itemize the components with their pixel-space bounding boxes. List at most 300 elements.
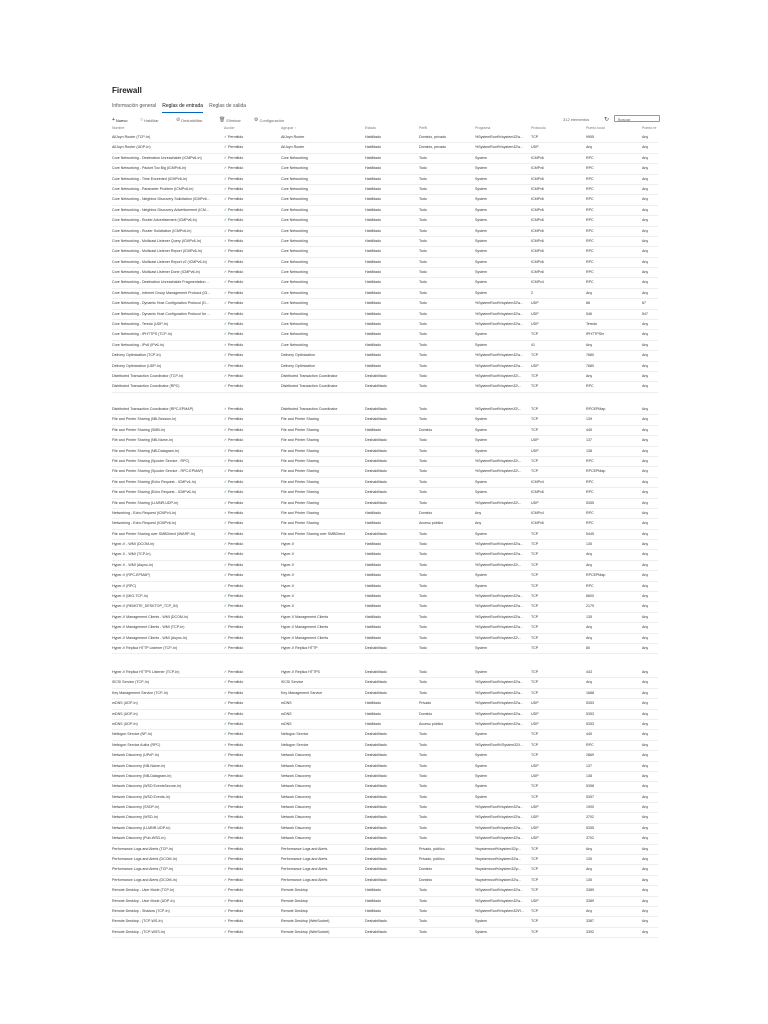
table-row[interactable] bbox=[112, 824, 658, 834]
rule-profile: Todo bbox=[419, 322, 427, 327]
table-row[interactable] bbox=[112, 592, 658, 602]
table-row[interactable] bbox=[112, 341, 658, 351]
settings-button[interactable]: ⚙ Configuración bbox=[254, 117, 285, 123]
rule-action bbox=[224, 602, 279, 611]
table-row[interactable] bbox=[112, 258, 658, 268]
table-row[interactable] bbox=[112, 550, 658, 560]
rule-action-label: Permitido bbox=[228, 846, 244, 851]
rule-name: Core Networking - Multicast Listener Report v2 (ICMPv6-In) bbox=[112, 259, 207, 264]
rule-state: Deshabilitado bbox=[365, 490, 387, 495]
rule-name: File and Printer Sharing (LLMNR-UDP-In) bbox=[112, 500, 179, 505]
table-row[interactable] bbox=[112, 741, 658, 751]
table-row[interactable] bbox=[112, 405, 658, 415]
rule-state: Habilitado bbox=[365, 583, 381, 588]
rule-action-label: Permitido bbox=[228, 145, 244, 150]
table-row[interactable] bbox=[112, 247, 658, 257]
table-row[interactable] bbox=[112, 917, 658, 927]
rule-protocol: ICMPv6 bbox=[531, 249, 544, 254]
rule-remote-port: Any bbox=[642, 867, 649, 872]
checkmark-icon: ✓ bbox=[224, 238, 229, 243]
column-header-state[interactable]: Estado bbox=[365, 126, 376, 130]
rule-group: Performance Logs and Alerts bbox=[281, 846, 328, 851]
table-row[interactable] bbox=[112, 330, 658, 340]
rule-local-port: RPC bbox=[586, 521, 594, 526]
rule-name: Core Networking - Multicast Listener Query (ICMPv6-In) bbox=[112, 238, 202, 243]
rule-name: AllJoyn Router (UDP-In) bbox=[112, 145, 151, 150]
rule-remote-port: Any bbox=[642, 805, 649, 810]
rule-protocol: 41 bbox=[531, 342, 535, 347]
rule-program: System bbox=[475, 919, 487, 924]
table-row[interactable] bbox=[112, 478, 658, 488]
rule-remote-port: Any bbox=[642, 479, 649, 484]
checkmark-icon: ✓ bbox=[224, 721, 229, 726]
table-row[interactable] bbox=[112, 268, 658, 278]
rule-remote-port: Any bbox=[642, 552, 649, 557]
rule-action-label: Permitido bbox=[228, 342, 244, 347]
rule-profile: Todo bbox=[419, 417, 427, 422]
table-row[interactable] bbox=[112, 299, 658, 309]
rule-profile: Todo bbox=[419, 635, 427, 640]
rule-program: System bbox=[475, 427, 487, 432]
table-row[interactable] bbox=[112, 351, 658, 361]
rule-remote-port: Any bbox=[642, 753, 649, 758]
rule-group: Core Networking bbox=[281, 249, 308, 254]
column-header-group[interactable]: Agrupar ↑ bbox=[281, 126, 297, 130]
rule-program: Any bbox=[475, 510, 482, 515]
rule-action bbox=[224, 436, 279, 445]
rule-group: Network Discovery bbox=[281, 763, 311, 768]
table-row[interactable] bbox=[112, 457, 658, 467]
rule-action-label: Permitido bbox=[228, 135, 244, 139]
rule-action-label: Permitido bbox=[228, 857, 244, 862]
rule-state: Habilitado bbox=[365, 552, 381, 557]
rule-name: Core Networking - Neighbor Discovery Advertisement (ICM... bbox=[112, 207, 209, 212]
rule-group: Hyper-V bbox=[281, 552, 295, 557]
table-row[interactable] bbox=[112, 730, 658, 740]
rule-program: System bbox=[475, 332, 487, 337]
table-row[interactable] bbox=[112, 668, 658, 678]
checkmark-icon: ✓ bbox=[224, 166, 229, 171]
table-row[interactable] bbox=[112, 143, 658, 153]
rule-local-port: 5355 bbox=[586, 500, 594, 505]
rule-state: Deshabilitado bbox=[365, 857, 387, 862]
rule-group: Hyper-V bbox=[281, 594, 295, 599]
rule-protocol: UDP bbox=[531, 721, 539, 726]
checkmark-icon: ✓ bbox=[224, 218, 229, 223]
rule-remote-port: Any bbox=[642, 919, 649, 924]
rule-action bbox=[224, 478, 279, 487]
rule-profile: Todo bbox=[419, 373, 427, 378]
rule-protocol: UDP bbox=[531, 701, 539, 706]
table-row[interactable] bbox=[112, 195, 658, 205]
table-row[interactable] bbox=[112, 772, 658, 782]
rule-remote-port: Any bbox=[642, 186, 649, 191]
table-row[interactable] bbox=[112, 834, 658, 844]
table-row[interactable] bbox=[112, 436, 658, 446]
rule-program: %SystemRoot%\system32\s... bbox=[475, 614, 524, 619]
table-row[interactable] bbox=[112, 644, 658, 654]
refresh-icon[interactable]: ↻ bbox=[604, 117, 610, 123]
rule-name: Hyper-V Management Clients - WMI (Async-In) bbox=[112, 635, 188, 640]
table-row[interactable] bbox=[112, 154, 658, 164]
rule-remote-port: Any bbox=[642, 490, 649, 495]
rule-remote-port: Any bbox=[642, 270, 649, 275]
gear-icon: ⚙ bbox=[254, 117, 259, 123]
table-row[interactable] bbox=[112, 803, 658, 813]
table-row[interactable] bbox=[112, 710, 658, 720]
rule-local-port: 5355 bbox=[586, 825, 594, 830]
table-row[interactable] bbox=[112, 310, 658, 320]
rule-action bbox=[224, 710, 279, 719]
table-row[interactable] bbox=[112, 751, 658, 761]
rule-local-port: 2869 bbox=[586, 753, 594, 758]
rule-local-port: 138 bbox=[586, 448, 592, 453]
column-header-local-port[interactable]: Puerto local bbox=[586, 126, 605, 130]
rule-program: System bbox=[475, 573, 487, 578]
rule-state: Deshabilitado bbox=[365, 836, 387, 841]
rule-action bbox=[224, 782, 279, 791]
table-row[interactable] bbox=[112, 845, 658, 855]
table-row[interactable] bbox=[112, 561, 658, 571]
rule-state: Deshabilitado bbox=[365, 805, 387, 810]
rule-program: System bbox=[475, 259, 487, 264]
rule-local-port: IPHTTPSIn bbox=[586, 332, 605, 337]
table-row[interactable] bbox=[112, 613, 658, 623]
table-row[interactable] bbox=[112, 689, 658, 699]
rule-name: Core Networking - Router Solicitation (ICMPv6-In) bbox=[112, 228, 192, 233]
rule-action bbox=[224, 164, 279, 173]
rule-remote-port: Any bbox=[642, 384, 649, 389]
rule-action-label: Permitido bbox=[228, 363, 244, 368]
table-row[interactable] bbox=[112, 509, 658, 519]
rule-local-port: 443 bbox=[586, 670, 592, 674]
rule-action bbox=[224, 592, 279, 601]
rule-action-label: Permitido bbox=[228, 552, 244, 557]
rule-program: System bbox=[475, 197, 487, 202]
rule-group: Key Management Service bbox=[281, 690, 323, 695]
rule-protocol: TCP bbox=[531, 135, 539, 139]
rule-group: Remote Desktop bbox=[281, 888, 308, 893]
rule-state: Habilitado bbox=[365, 342, 381, 347]
delete-button[interactable]: 🗑 Eliminar bbox=[219, 117, 241, 123]
checkmark-icon: ✓ bbox=[224, 773, 229, 778]
rule-name: Delivery Optimization (TCP-In) bbox=[112, 353, 161, 358]
rule-local-port: RPC bbox=[586, 280, 594, 285]
rule-local-port: 5358 bbox=[586, 784, 594, 789]
rule-state: Deshabilitado bbox=[365, 919, 387, 924]
rule-state: Habilitado bbox=[365, 259, 381, 264]
table-row[interactable] bbox=[112, 289, 658, 299]
rule-state: Habilitado bbox=[365, 427, 381, 432]
rule-local-port: Any bbox=[586, 290, 593, 295]
checkmark-icon: ✓ bbox=[224, 521, 229, 526]
rule-profile: Todo bbox=[419, 594, 427, 599]
rule-profile: Todo bbox=[419, 645, 427, 650]
rule-action-label: Permitido bbox=[228, 794, 244, 799]
table-row[interactable] bbox=[112, 762, 658, 772]
rule-action-label: Permitido bbox=[228, 573, 244, 578]
rule-protocol: UDP bbox=[531, 500, 539, 505]
table-row[interactable] bbox=[112, 164, 658, 174]
rule-action bbox=[224, 488, 279, 497]
table-row[interactable] bbox=[112, 571, 658, 581]
table-row[interactable] bbox=[112, 216, 658, 226]
rule-group: Remote Desktop (WebSocket) bbox=[281, 919, 330, 924]
rule-name: mDNS (UDP-In) bbox=[112, 701, 138, 706]
rule-action bbox=[224, 813, 279, 822]
table-row[interactable] bbox=[112, 886, 658, 896]
rule-profile: Dominio, privado bbox=[419, 135, 446, 139]
table-row[interactable] bbox=[112, 237, 658, 247]
rule-local-port: 3389 bbox=[586, 888, 594, 893]
table-row[interactable] bbox=[112, 488, 658, 498]
rule-remote-port: Any bbox=[642, 562, 649, 567]
table-row[interactable] bbox=[112, 855, 658, 865]
table-row[interactable] bbox=[112, 907, 658, 917]
rule-group: Hyper-V bbox=[281, 604, 295, 609]
rule-local-port: RPC bbox=[586, 249, 594, 254]
rule-remote-port: Any bbox=[642, 218, 649, 223]
rule-action-label: Permitido bbox=[228, 680, 244, 685]
rule-action bbox=[224, 865, 279, 874]
rule-protocol: ICMPv6 bbox=[531, 197, 544, 202]
rule-state: Deshabilitado bbox=[365, 438, 387, 443]
rule-action-label: Permitido bbox=[228, 867, 244, 872]
rule-state: Habilitado bbox=[365, 207, 381, 212]
rule-state: Habilitado bbox=[365, 280, 381, 285]
rule-program: System bbox=[475, 784, 487, 789]
rule-program: %SystemRoot%\system32\... bbox=[475, 500, 522, 505]
checkmark-icon: ✓ bbox=[224, 155, 229, 160]
enable-button[interactable]: ○ Habilitar bbox=[140, 117, 159, 123]
table-row[interactable] bbox=[112, 227, 658, 237]
rule-name: Hyper-V (RPC-EPMAP) bbox=[112, 573, 150, 578]
rule-program: %SystemRoot%\system32\... bbox=[475, 458, 522, 463]
rule-remote-port: Any bbox=[642, 342, 649, 347]
rule-protocol: ICMPv6 bbox=[531, 176, 544, 181]
table-row[interactable] bbox=[112, 897, 658, 907]
rule-protocol: UDP bbox=[531, 825, 539, 830]
checkmark-icon: ✓ bbox=[224, 311, 229, 316]
rule-action-label: Permitido bbox=[228, 438, 244, 443]
rule-action bbox=[224, 762, 279, 771]
rule-action bbox=[224, 133, 279, 142]
disable-button[interactable]: ⊘ Deshabilitar bbox=[176, 117, 203, 123]
rule-action-label: Permitido bbox=[228, 784, 244, 789]
checkmark-icon: ✓ bbox=[224, 794, 229, 799]
table-row[interactable] bbox=[112, 185, 658, 195]
rule-local-port: RPC bbox=[586, 583, 594, 588]
table-row[interactable] bbox=[112, 634, 658, 644]
table-row[interactable] bbox=[112, 623, 658, 633]
rule-local-port: 445 bbox=[586, 732, 592, 737]
table-row[interactable] bbox=[112, 519, 658, 529]
rule-remote-port: Any bbox=[642, 510, 649, 515]
rule-program: %SystemRoot%\system32\s... bbox=[475, 825, 524, 830]
table-row[interactable] bbox=[112, 320, 658, 330]
rule-profile: Dominio bbox=[419, 510, 433, 515]
rule-name: Core Networking - Time Exceeded (ICMPv6-In) bbox=[112, 176, 188, 181]
table-row[interactable] bbox=[112, 699, 658, 709]
rule-action bbox=[224, 499, 279, 508]
rule-local-port: 5353 bbox=[586, 721, 594, 726]
rule-local-port: 135 bbox=[586, 542, 592, 547]
rule-local-port: Any bbox=[586, 552, 593, 557]
table-row[interactable] bbox=[112, 530, 658, 540]
table-row[interactable] bbox=[112, 467, 658, 477]
rule-local-port: 5445 bbox=[586, 531, 594, 536]
search-input[interactable]: Buscar bbox=[614, 115, 660, 122]
checkmark-icon: ✓ bbox=[224, 290, 229, 295]
rule-protocol: TCP bbox=[531, 784, 539, 789]
table-row[interactable] bbox=[112, 362, 658, 372]
rule-local-port: Teredo bbox=[586, 322, 597, 327]
rule-action-label: Permitido bbox=[228, 197, 244, 202]
table-row[interactable] bbox=[112, 540, 658, 550]
column-header-program[interactable]: Programa bbox=[475, 126, 491, 130]
table-row[interactable] bbox=[112, 382, 658, 392]
column-header-protocol[interactable]: Protocolo bbox=[531, 126, 546, 130]
rule-profile: Todo bbox=[419, 732, 427, 737]
rule-remote-port: Any bbox=[642, 135, 649, 139]
rule-action bbox=[224, 519, 279, 528]
rule-state: Deshabilitado bbox=[365, 763, 387, 768]
rule-action bbox=[224, 509, 279, 518]
table-row[interactable] bbox=[112, 278, 658, 288]
rule-action-label: Permitido bbox=[228, 742, 244, 747]
checkmark-icon: ✓ bbox=[224, 919, 229, 924]
rule-state: Habilitado bbox=[365, 898, 381, 903]
rule-protocol: ICMPv6 bbox=[531, 270, 544, 275]
rule-profile: Todo bbox=[419, 680, 427, 685]
rule-state: Habilitado bbox=[365, 510, 381, 515]
tab-overview[interactable]: Información general bbox=[112, 103, 157, 109]
rule-state: Deshabilitado bbox=[365, 670, 387, 674]
column-header-remote-port[interactable]: Puerto re bbox=[642, 126, 657, 130]
rule-program: System bbox=[475, 186, 487, 191]
table-row[interactable] bbox=[112, 928, 658, 938]
table-row[interactable] bbox=[112, 602, 658, 612]
rule-group: Distributed Transaction Coordinator bbox=[281, 407, 338, 411]
rule-remote-port: Any bbox=[642, 573, 649, 578]
table-row[interactable] bbox=[112, 793, 658, 803]
checkmark-icon: ✓ bbox=[224, 573, 229, 578]
rule-remote-port: Any bbox=[642, 929, 649, 934]
rule-profile: Todo bbox=[419, 542, 427, 547]
rule-profile: Dominio, privado bbox=[419, 145, 446, 150]
rule-local-port: RPC bbox=[586, 218, 594, 223]
tab-outbound-rules[interactable]: Reglas de salida bbox=[209, 103, 247, 109]
rule-action bbox=[224, 917, 279, 926]
table-row[interactable] bbox=[112, 133, 658, 143]
rule-action-label: Permitido bbox=[228, 825, 244, 830]
rule-local-port: 137 bbox=[586, 763, 592, 768]
checkmark-icon: ✓ bbox=[224, 635, 229, 640]
rule-action bbox=[224, 550, 279, 559]
rule-state: Habilitado bbox=[365, 238, 381, 243]
rule-name: AllJoyn Router (TCP-In) bbox=[112, 135, 151, 139]
column-header-action[interactable]: Acción bbox=[224, 126, 235, 130]
rule-action bbox=[224, 613, 279, 622]
rule-name: Core Networking - Dynamic Host Configuration Protocol (D... bbox=[112, 301, 209, 306]
rule-group: AllJoyn Router bbox=[281, 135, 305, 139]
rule-remote-port: Any bbox=[642, 888, 649, 893]
rule-local-port: Any bbox=[586, 635, 593, 640]
rule-program: %SystemRoot%\system32\s... bbox=[475, 711, 524, 716]
rule-local-port: Any bbox=[586, 680, 593, 685]
rule-name: File and Printer Sharing (SMB-In) bbox=[112, 427, 166, 432]
page-title: Firewall bbox=[112, 86, 142, 95]
rule-group: Hyper-V Replica HTTPS bbox=[281, 670, 320, 674]
rule-program: System bbox=[475, 732, 487, 737]
rule-program: System bbox=[475, 763, 487, 768]
rule-remote-port: Any bbox=[642, 438, 649, 443]
rule-protocol: TCP bbox=[531, 753, 539, 758]
table-row[interactable] bbox=[112, 582, 658, 592]
rule-program: %SystemRoot%\system32\s... bbox=[475, 542, 524, 547]
column-header-profile[interactable]: Perfil bbox=[419, 126, 427, 130]
rule-name: Network Discovery (WSD-In) bbox=[112, 815, 158, 820]
table-row[interactable] bbox=[112, 175, 658, 185]
table-row[interactable] bbox=[112, 813, 658, 823]
rule-group: Netlogon Service bbox=[281, 732, 309, 737]
table-row[interactable] bbox=[112, 499, 658, 509]
rule-local-port: Any bbox=[586, 145, 593, 150]
rule-program: System bbox=[475, 531, 487, 536]
column-header-name[interactable]: Nombre bbox=[112, 126, 125, 130]
rule-action bbox=[224, 237, 279, 246]
table-row[interactable] bbox=[112, 426, 658, 436]
rule-profile: Todo bbox=[419, 773, 427, 778]
new-button[interactable]: + Nuevo bbox=[112, 117, 128, 123]
rule-program: %systemroot%\system32\p... bbox=[475, 846, 522, 851]
rule-group: File and Printer Sharing bbox=[281, 510, 319, 515]
rule-program: %SystemRoot%\System32\I... bbox=[475, 742, 523, 747]
table-row[interactable] bbox=[112, 782, 658, 792]
rule-group: Core Networking bbox=[281, 259, 308, 264]
rule-name: Netlogon Service (NP-In) bbox=[112, 732, 152, 737]
rule-profile: Todo bbox=[419, 742, 427, 747]
rule-action bbox=[224, 447, 279, 456]
table-row[interactable] bbox=[112, 206, 658, 216]
rule-program: %SystemRoot%\system32\s... bbox=[475, 145, 524, 150]
tab-inbound-rules[interactable]: Reglas de entrada bbox=[162, 103, 203, 113]
rule-protocol: TCP bbox=[531, 562, 539, 567]
checkmark-icon: ✓ bbox=[224, 384, 229, 389]
table-row[interactable] bbox=[112, 415, 658, 425]
rule-action-label: Permitido bbox=[228, 542, 244, 547]
rule-group: Network Discovery bbox=[281, 784, 311, 789]
rule-program: %SystemRoot%\system32\R... bbox=[475, 908, 524, 913]
rule-action bbox=[224, 623, 279, 632]
table-row[interactable] bbox=[112, 876, 658, 886]
rule-remote-port: Any bbox=[642, 542, 649, 547]
rule-local-port: RPC bbox=[586, 197, 594, 202]
rule-group: Core Networking bbox=[281, 332, 308, 337]
rule-action bbox=[224, 289, 279, 298]
table-row[interactable] bbox=[112, 447, 658, 457]
rule-action bbox=[224, 216, 279, 225]
rule-protocol: ICMPv6 bbox=[531, 521, 544, 526]
rule-local-port: RPC bbox=[586, 259, 594, 264]
table-row[interactable] bbox=[112, 720, 658, 730]
rule-remote-port: Any bbox=[642, 846, 649, 851]
table-row[interactable] bbox=[112, 865, 658, 875]
rule-local-port: RPC bbox=[586, 186, 594, 191]
table-row[interactable] bbox=[112, 678, 658, 688]
table-row[interactable] bbox=[112, 372, 658, 382]
rule-state: Habilitado bbox=[365, 721, 381, 726]
